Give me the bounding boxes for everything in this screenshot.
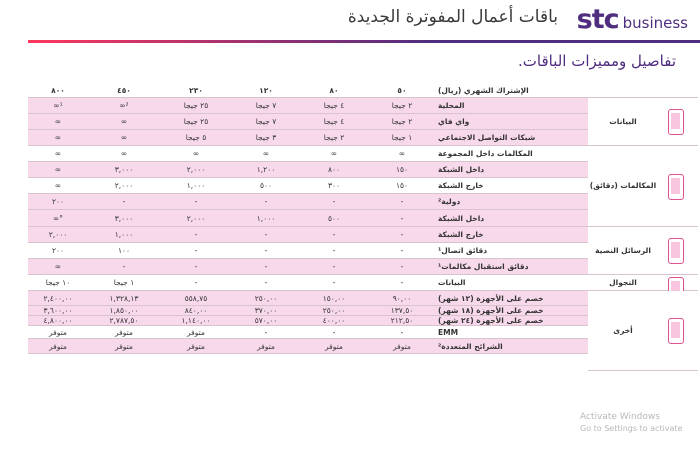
table-cell: - — [400, 246, 404, 255]
row-label: الشرائح المتعددة² — [438, 341, 503, 351]
table-cell: ٢٠٠ — [51, 246, 65, 255]
plan-header: ٨٠٠ — [51, 86, 65, 95]
table-cell: - — [400, 327, 404, 337]
table-header-row — [28, 84, 698, 98]
logo-mark-text: stc — [576, 4, 619, 35]
table-cell: ٢٠٠ — [51, 197, 65, 206]
row-label: واي فاي — [438, 117, 470, 126]
table-cell: ∞ — [398, 149, 406, 158]
table-cell: - — [264, 262, 268, 271]
table-cell: ٥ جيجا — [185, 133, 207, 142]
table-cell: ١٠ جيجا — [45, 278, 71, 287]
table-cell: متوفر — [393, 341, 411, 351]
plan-header: ١٢٠ — [259, 86, 273, 95]
icon-screen — [671, 242, 680, 258]
table-cell: ∞ — [54, 149, 62, 158]
logo-mark — [577, 4, 619, 35]
table-cell: - — [264, 327, 268, 337]
header-divider — [28, 40, 700, 43]
table-cell: ٥٠٠ — [327, 213, 341, 223]
plan-header: ٤٥٠ — [117, 86, 131, 95]
category-cell — [588, 275, 698, 291]
icon-screen — [671, 178, 680, 194]
table-cell: ١,١٤٠,٠٠ — [181, 316, 211, 325]
row-label: EMM — [438, 327, 459, 337]
phone-other-icon — [668, 318, 684, 344]
phone-data-icon — [668, 109, 684, 135]
row-label: شبكات التواصل الاجتماعي — [438, 133, 536, 142]
category-cell — [588, 227, 698, 275]
table-cell: ٢,٧٨٧,٥٠ — [109, 316, 139, 325]
header — [0, 0, 700, 42]
table-cell: ∞° — [53, 213, 63, 223]
row-label: دولية² — [438, 197, 461, 206]
table-cell: ٥٠٠ — [259, 181, 273, 190]
table-cell: ٣,٦٠٠,٠٠ — [43, 306, 73, 315]
table-cell: ٢١٢,٥٠ — [390, 316, 414, 325]
table-cell: ∞ — [330, 149, 338, 158]
table-cell: ٥٧٠,٠٠ — [254, 316, 278, 325]
table-cell: - — [400, 197, 404, 206]
table-cell: ٢,٠٠٠ — [48, 230, 68, 239]
table-cell: ١٣٧,٥٠ — [390, 306, 414, 315]
row-label: داخل الشبكة — [438, 165, 485, 174]
category-cell — [588, 291, 698, 371]
table-cell: ٧ جيجا — [255, 101, 277, 110]
plan-header-label: الإشتراك الشهري (ريال) — [438, 86, 529, 95]
table-cell: ٤ جيجا — [323, 101, 345, 110]
table-cell: - — [332, 246, 336, 255]
icon-screen — [671, 322, 680, 338]
table-cell: - — [194, 246, 198, 255]
row-label: البيانات — [438, 278, 466, 287]
table-cell: - — [400, 262, 404, 271]
table-cell: ٢٥ جيجا — [183, 101, 209, 110]
category-label: المكالمات (دقائق) — [589, 181, 657, 190]
watermark-title: Activate Windows — [580, 412, 660, 422]
table-cell: ∞ — [120, 149, 128, 158]
table-cell: ٢ جيجا — [323, 133, 345, 142]
plan-header: ٢٣٠ — [189, 86, 203, 95]
table-cell: - — [194, 262, 198, 271]
table-cell: ٥٥٨,٧٥ — [184, 293, 208, 303]
table-cell: - — [264, 230, 268, 239]
table-cell: ٣,٠٠٠ — [114, 213, 134, 223]
table-cell: ٢٥٠,٠٠ — [322, 306, 346, 315]
table-cell: ١,٠٠٠ — [114, 230, 134, 239]
table-cell: متوفر — [187, 341, 205, 351]
row-label: دقائق استقبال مكالمات¹ — [438, 262, 529, 271]
table-cell: ٢ جيجا — [391, 101, 413, 110]
plan-header: ٨٠ — [329, 86, 339, 95]
row-label: المحلية — [438, 101, 465, 110]
plan-header: ٥٠ — [397, 86, 407, 95]
table-cell: ∞ — [192, 149, 200, 158]
category-label: الرسائل النصية — [595, 245, 651, 255]
category-label: البيانات — [609, 116, 637, 126]
logo-suffix: business — [622, 14, 688, 32]
table-cell: ١٥٠,٠٠ — [322, 293, 346, 303]
table-cell: ٤٠٠,٠٠ — [322, 316, 346, 325]
table-cell: متوفر — [115, 327, 133, 337]
table-cell: ٩٠,٠٠ — [392, 293, 412, 303]
phone-sms-icon — [668, 238, 684, 264]
table-cell: - — [332, 230, 336, 239]
table-cell: ٢ جيجا — [391, 117, 413, 126]
table-cell: ∞² — [119, 101, 129, 110]
table-cell: متوفر — [257, 341, 275, 351]
row-label: خارج الشبكة — [438, 181, 484, 190]
table-cell: - — [332, 262, 336, 271]
watermark-hint: Go to Settings to activate — [580, 424, 683, 433]
table-cell: ٤,٨٠٠,٠٠ — [43, 316, 73, 325]
category-cell — [588, 98, 698, 146]
category-cell — [588, 146, 698, 227]
table-cell: ٢,٠٠٠ — [186, 165, 206, 174]
table-cell: - — [194, 197, 198, 206]
table-cell: - — [332, 278, 336, 287]
table-cell: ٤ جيجا — [323, 117, 345, 126]
table-cell: ∞ — [54, 262, 62, 271]
table-cell: ∞ — [54, 117, 62, 126]
table-cell: - — [400, 278, 404, 287]
table-cell: ١٥٠ — [395, 181, 409, 190]
row-label: المكالمات داخل المجموعة — [438, 149, 533, 158]
activate-windows-watermark — [580, 412, 683, 434]
table-cell: - — [122, 262, 126, 271]
table-cell: ١٥٠ — [395, 165, 409, 174]
table-cell: ٨٤٠,٠٠ — [184, 306, 208, 315]
section-subtitle: تفاصيل ومميزات الباقات. — [518, 52, 676, 70]
table-cell: ٢,٤٠٠,٠٠ — [43, 293, 73, 303]
category-label: التجوال — [609, 277, 637, 287]
table-cell: - — [264, 246, 268, 255]
phone-call-icon — [668, 174, 684, 200]
table-cell: ∞ — [54, 181, 62, 190]
category-label: أخرى — [613, 325, 633, 335]
table-cell: - — [400, 213, 404, 223]
plans-table — [28, 84, 698, 421]
table-cell: ١,٠٠٠ — [256, 213, 276, 223]
table-cell: متوفر — [49, 341, 67, 351]
row-label: خارج الشبكة — [438, 230, 484, 239]
table-cell: ٣ جيجا — [255, 133, 277, 142]
table-cell: ٢,٠٠٠ — [114, 181, 134, 190]
table-cell: ١,٨٥٠,٠٠ — [109, 306, 139, 315]
table-cell: - — [122, 197, 126, 206]
row-label: داخل الشبكة — [438, 213, 485, 223]
table-cell: ∞¹ — [53, 101, 63, 110]
table-cell: متوفر — [115, 341, 133, 351]
table-cell: ٣٧٠,٠٠ — [254, 306, 278, 315]
table-cell: ٣٠٠ — [327, 181, 341, 190]
table-cell: متوفر — [325, 341, 343, 351]
table-cell: ∞ — [54, 165, 62, 174]
table-cell: - — [332, 197, 336, 206]
table-cell: ∞ — [262, 149, 270, 158]
table-cell: ١,٠٠٠ — [186, 181, 206, 190]
row-label: خصم على الأجهزة (١٨ شهر) — [438, 306, 544, 315]
row-label: خصم على الأجهزة (٢٤ شهر) — [438, 316, 544, 325]
table-cell: - — [194, 230, 198, 239]
table-cell: ٣,٠٠٠ — [114, 165, 134, 174]
table-cell: - — [194, 278, 198, 287]
table-cell: ∞ — [120, 117, 128, 126]
table-cell: - — [264, 197, 268, 206]
table-cell: - — [264, 278, 268, 287]
table-cell: متوفر — [49, 327, 67, 337]
table-cell: ٢٥ جيجا — [183, 117, 209, 126]
page-title: باقات أعمال المفوترة الجديدة — [347, 7, 558, 27]
table-cell: - — [400, 230, 404, 239]
row-label: خصم على الأجهزة (١٢ شهر) — [438, 293, 544, 303]
table-cell: ١,٢٠٠ — [256, 165, 276, 174]
stc-business-logo — [577, 4, 688, 34]
table-cell: ١ جيجا — [113, 278, 135, 287]
table-cell: ١ جيجا — [391, 133, 413, 142]
table-cell: ٨٠٠ — [327, 165, 341, 174]
table-cell: ∞ — [54, 133, 62, 142]
row-label: دقائق اتصال¹ — [438, 246, 488, 255]
table-cell: ٢٥٠,٠٠ — [254, 293, 278, 303]
table-cell: ١,٣٢٨,١٣ — [109, 293, 139, 303]
icon-screen — [671, 113, 680, 129]
table-cell: ∞ — [120, 133, 128, 142]
table-cell: متوفر — [187, 327, 205, 337]
table-cell: ٧ جيجا — [255, 117, 277, 126]
table-cell: ١٠٠ — [117, 246, 131, 255]
table-cell: ٢,٠٠٠ — [186, 213, 206, 223]
table-cell: - — [332, 327, 336, 337]
